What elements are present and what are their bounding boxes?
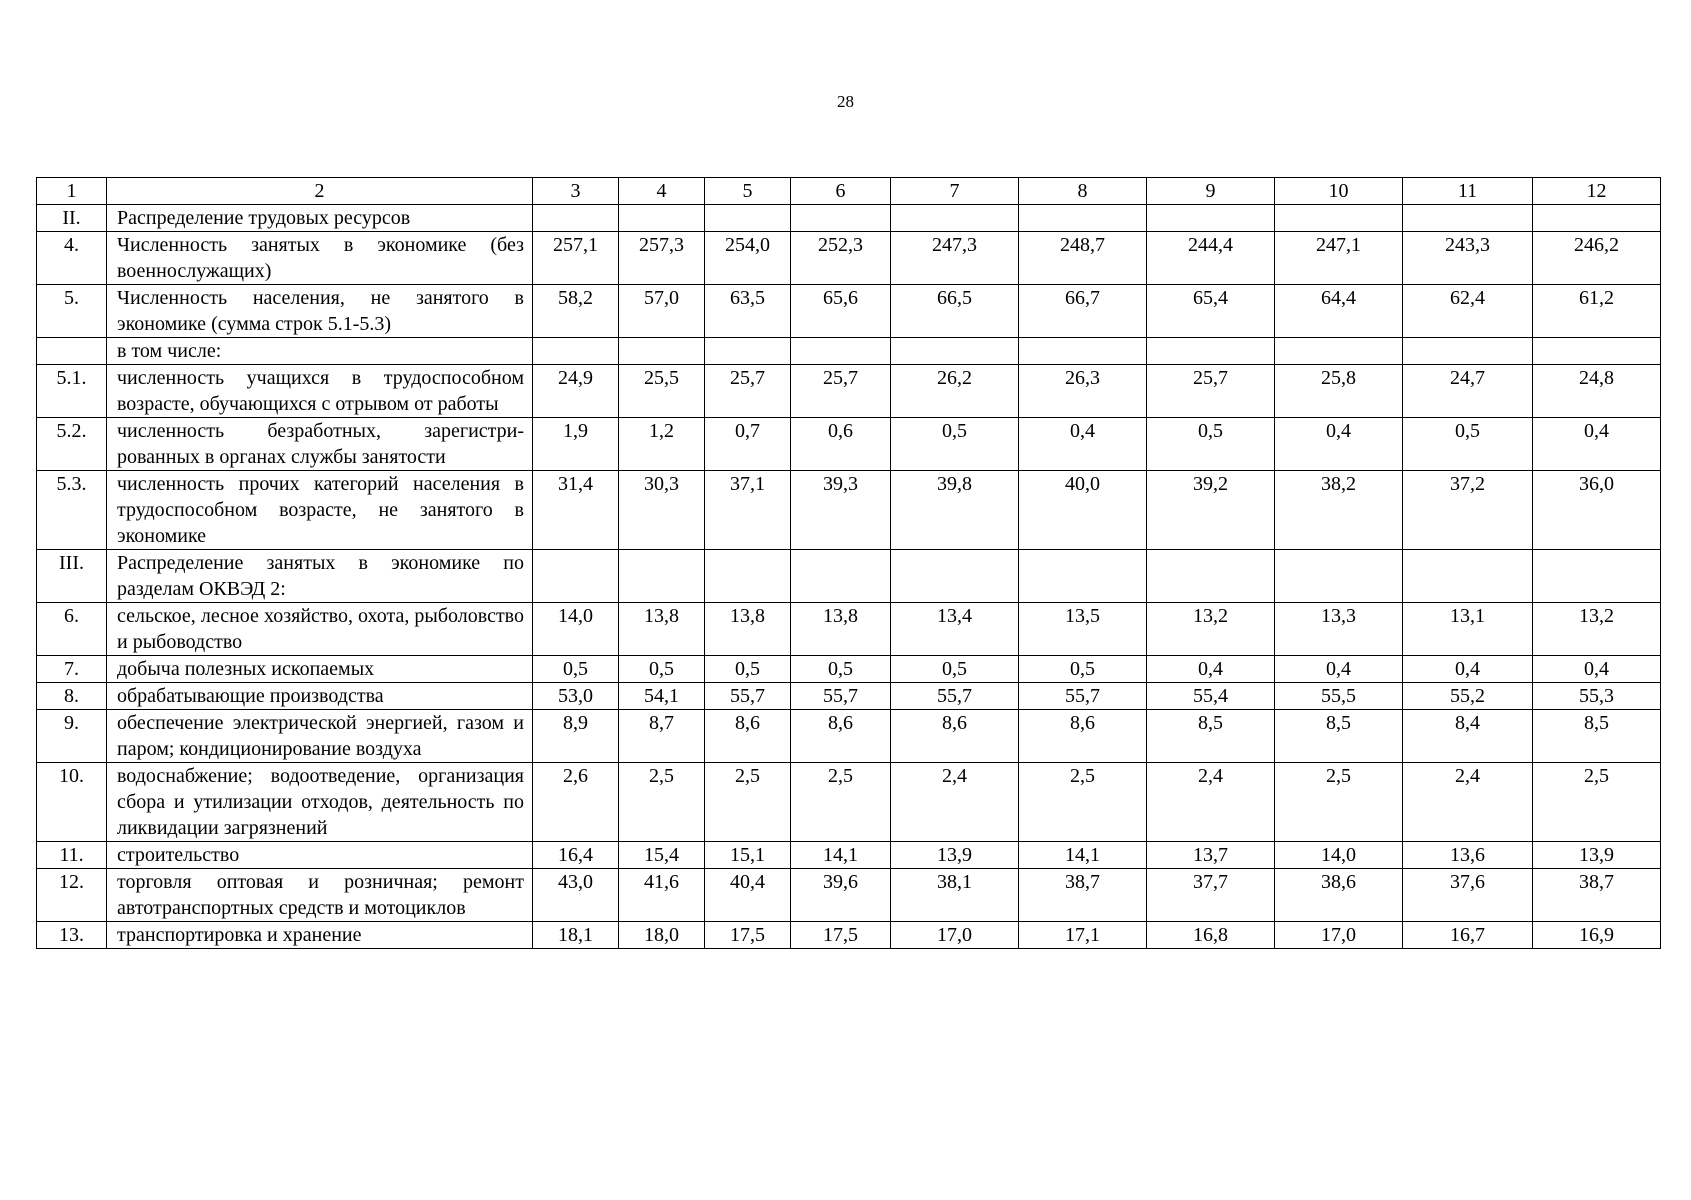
value-cell: 13,8 bbox=[791, 603, 891, 656]
value-cell: 13,3 bbox=[1275, 603, 1403, 656]
value-cell: 0,4 bbox=[1533, 418, 1661, 471]
value-cell: 14,1 bbox=[1019, 842, 1147, 869]
value-cell: 0,5 bbox=[533, 656, 619, 683]
value-cell: 17,1 bbox=[1019, 922, 1147, 949]
row-number: 5.3. bbox=[37, 471, 107, 550]
value-cell: 0,4 bbox=[1019, 418, 1147, 471]
column-header-3: 3 bbox=[533, 178, 619, 205]
value-cell bbox=[791, 205, 891, 232]
value-cell: 0,5 bbox=[1147, 418, 1275, 471]
value-cell: 2,6 bbox=[533, 763, 619, 842]
value-cell: 1,9 bbox=[533, 418, 619, 471]
row-label: транспортировка и хранение bbox=[107, 922, 533, 949]
table-row bbox=[37, 656, 1661, 683]
table-row bbox=[37, 338, 1661, 365]
value-cell: 31,4 bbox=[533, 471, 619, 550]
row-label: обеспечение электрической энергией, газом и паром; кондиционирование воздуха bbox=[107, 710, 533, 763]
row-number bbox=[37, 338, 107, 365]
value-cell: 0,5 bbox=[1019, 656, 1147, 683]
value-cell: 16,8 bbox=[1147, 922, 1275, 949]
value-cell: 2,5 bbox=[705, 763, 791, 842]
value-cell: 43,0 bbox=[533, 869, 619, 922]
table-row bbox=[37, 471, 1661, 550]
value-cell bbox=[891, 338, 1019, 365]
column-header-2: 2 bbox=[107, 178, 533, 205]
value-cell: 2,5 bbox=[1533, 763, 1661, 842]
value-cell bbox=[1147, 550, 1275, 603]
table-row bbox=[37, 418, 1661, 471]
value-cell: 13,1 bbox=[1403, 603, 1533, 656]
value-cell bbox=[1403, 550, 1533, 603]
value-cell: 14,0 bbox=[533, 603, 619, 656]
value-cell: 2,4 bbox=[1403, 763, 1533, 842]
value-cell bbox=[705, 338, 791, 365]
value-cell bbox=[1019, 550, 1147, 603]
value-cell: 15,1 bbox=[705, 842, 791, 869]
value-cell: 13,8 bbox=[619, 603, 705, 656]
value-cell: 25,7 bbox=[791, 365, 891, 418]
value-cell: 17,5 bbox=[705, 922, 791, 949]
row-label: Распределение трудовых ресурсов bbox=[107, 205, 533, 232]
value-cell: 13,6 bbox=[1403, 842, 1533, 869]
value-cell: 247,3 bbox=[891, 232, 1019, 285]
table-body bbox=[37, 178, 1661, 949]
value-cell: 0,5 bbox=[1403, 418, 1533, 471]
value-cell: 38,7 bbox=[1533, 869, 1661, 922]
row-number: 5.1. bbox=[37, 365, 107, 418]
row-number: 13. bbox=[37, 922, 107, 949]
column-header-8: 8 bbox=[1019, 178, 1147, 205]
value-cell: 65,6 bbox=[791, 285, 891, 338]
value-cell: 0,4 bbox=[1275, 418, 1403, 471]
value-cell: 55,2 bbox=[1403, 683, 1533, 710]
value-cell: 16,4 bbox=[533, 842, 619, 869]
value-cell: 2,4 bbox=[1147, 763, 1275, 842]
value-cell: 53,0 bbox=[533, 683, 619, 710]
row-number: 6. bbox=[37, 603, 107, 656]
value-cell: 63,5 bbox=[705, 285, 791, 338]
row-label: строительство bbox=[107, 842, 533, 869]
value-cell bbox=[1019, 338, 1147, 365]
value-cell: 8,5 bbox=[1275, 710, 1403, 763]
value-cell: 25,8 bbox=[1275, 365, 1403, 418]
value-cell: 66,5 bbox=[891, 285, 1019, 338]
value-cell bbox=[1019, 205, 1147, 232]
value-cell: 39,2 bbox=[1147, 471, 1275, 550]
value-cell: 55,7 bbox=[705, 683, 791, 710]
value-cell: 30,3 bbox=[619, 471, 705, 550]
row-label: сельское, лесное хозяйство, охота, рыболовство и рыбоводство bbox=[107, 603, 533, 656]
value-cell: 14,1 bbox=[791, 842, 891, 869]
value-cell: 257,1 bbox=[533, 232, 619, 285]
value-cell: 26,2 bbox=[891, 365, 1019, 418]
value-cell: 39,3 bbox=[791, 471, 891, 550]
value-cell: 0,4 bbox=[1533, 656, 1661, 683]
value-cell: 252,3 bbox=[791, 232, 891, 285]
table-row bbox=[37, 763, 1661, 842]
value-cell: 55,3 bbox=[1533, 683, 1661, 710]
value-cell: 17,0 bbox=[891, 922, 1019, 949]
value-cell: 61,2 bbox=[1533, 285, 1661, 338]
value-cell: 55,7 bbox=[891, 683, 1019, 710]
row-label: численность безработных, зарегистри-рованных в органах службы занятости bbox=[107, 418, 533, 471]
value-cell: 0,4 bbox=[1147, 656, 1275, 683]
column-header-10: 10 bbox=[1275, 178, 1403, 205]
row-number: 11. bbox=[37, 842, 107, 869]
value-cell: 8,5 bbox=[1533, 710, 1661, 763]
value-cell: 2,4 bbox=[891, 763, 1019, 842]
table-row bbox=[37, 205, 1661, 232]
value-cell: 17,5 bbox=[791, 922, 891, 949]
row-label: Численность занятых в экономике (без военнослужащих) bbox=[107, 232, 533, 285]
value-cell bbox=[533, 550, 619, 603]
row-number: II. bbox=[37, 205, 107, 232]
value-cell: 248,7 bbox=[1019, 232, 1147, 285]
value-cell: 13,7 bbox=[1147, 842, 1275, 869]
row-number: 4. bbox=[37, 232, 107, 285]
page-number: 28 bbox=[837, 92, 854, 111]
value-cell: 38,2 bbox=[1275, 471, 1403, 550]
row-label: Распределение занятых в экономике по разделам ОКВЭД 2: bbox=[107, 550, 533, 603]
row-label: добыча полезных ископаемых bbox=[107, 656, 533, 683]
column-header-7: 7 bbox=[891, 178, 1019, 205]
row-label: обрабатывающие производства bbox=[107, 683, 533, 710]
value-cell: 8,7 bbox=[619, 710, 705, 763]
value-cell: 40,4 bbox=[705, 869, 791, 922]
value-cell bbox=[1533, 205, 1661, 232]
table-row bbox=[37, 603, 1661, 656]
value-cell: 15,4 bbox=[619, 842, 705, 869]
value-cell bbox=[1275, 338, 1403, 365]
row-number: III. bbox=[37, 550, 107, 603]
value-cell: 14,0 bbox=[1275, 842, 1403, 869]
value-cell: 13,9 bbox=[891, 842, 1019, 869]
row-label: водоснабжение; водоотведение, организация сбора и утилизации отходов, деятельность по ликвидации загрязнений bbox=[107, 763, 533, 842]
value-cell: 55,5 bbox=[1275, 683, 1403, 710]
value-cell: 257,3 bbox=[619, 232, 705, 285]
value-cell: 13,9 bbox=[1533, 842, 1661, 869]
value-cell: 0,5 bbox=[891, 656, 1019, 683]
value-cell bbox=[791, 338, 891, 365]
value-cell: 0,4 bbox=[1275, 656, 1403, 683]
row-number: 7. bbox=[37, 656, 107, 683]
value-cell: 66,7 bbox=[1019, 285, 1147, 338]
value-cell bbox=[1147, 338, 1275, 365]
row-number: 9. bbox=[37, 710, 107, 763]
value-cell: 64,4 bbox=[1275, 285, 1403, 338]
value-cell: 38,7 bbox=[1019, 869, 1147, 922]
table-row bbox=[37, 922, 1661, 949]
row-number: 5. bbox=[37, 285, 107, 338]
table-row bbox=[37, 710, 1661, 763]
value-cell: 13,5 bbox=[1019, 603, 1147, 656]
value-cell: 24,7 bbox=[1403, 365, 1533, 418]
value-cell: 244,4 bbox=[1147, 232, 1275, 285]
value-cell: 25,5 bbox=[619, 365, 705, 418]
column-header-5: 5 bbox=[705, 178, 791, 205]
table-row bbox=[37, 550, 1661, 603]
value-cell: 8,9 bbox=[533, 710, 619, 763]
value-cell: 8,6 bbox=[791, 710, 891, 763]
value-cell: 36,0 bbox=[1533, 471, 1661, 550]
value-cell: 57,0 bbox=[619, 285, 705, 338]
value-cell: 8,4 bbox=[1403, 710, 1533, 763]
value-cell: 243,3 bbox=[1403, 232, 1533, 285]
value-cell bbox=[705, 550, 791, 603]
value-cell: 37,7 bbox=[1147, 869, 1275, 922]
value-cell: 13,2 bbox=[1147, 603, 1275, 656]
value-cell: 39,6 bbox=[791, 869, 891, 922]
value-cell bbox=[1533, 338, 1661, 365]
value-cell: 0,5 bbox=[705, 656, 791, 683]
value-cell: 2,5 bbox=[1019, 763, 1147, 842]
table-row bbox=[37, 285, 1661, 338]
statistics-table bbox=[36, 177, 1661, 949]
value-cell: 0,6 bbox=[791, 418, 891, 471]
value-cell: 247,1 bbox=[1275, 232, 1403, 285]
column-header-9: 9 bbox=[1147, 178, 1275, 205]
row-number: 12. bbox=[37, 869, 107, 922]
column-header-12: 12 bbox=[1533, 178, 1661, 205]
value-cell: 37,2 bbox=[1403, 471, 1533, 550]
value-cell: 13,2 bbox=[1533, 603, 1661, 656]
value-cell: 55,7 bbox=[791, 683, 891, 710]
row-label: торговля оптовая и розничная; ремонт автотранспортных средств и мотоциклов bbox=[107, 869, 533, 922]
value-cell: 16,7 bbox=[1403, 922, 1533, 949]
value-cell: 25,7 bbox=[705, 365, 791, 418]
value-cell: 2,5 bbox=[791, 763, 891, 842]
value-cell: 254,0 bbox=[705, 232, 791, 285]
value-cell bbox=[533, 338, 619, 365]
value-cell bbox=[1403, 338, 1533, 365]
column-header-4: 4 bbox=[619, 178, 705, 205]
row-number: 5.2. bbox=[37, 418, 107, 471]
value-cell: 16,9 bbox=[1533, 922, 1661, 949]
value-cell: 8,6 bbox=[1019, 710, 1147, 763]
table-row bbox=[37, 683, 1661, 710]
value-cell bbox=[705, 205, 791, 232]
value-cell: 41,6 bbox=[619, 869, 705, 922]
value-cell bbox=[1147, 205, 1275, 232]
value-cell bbox=[619, 338, 705, 365]
value-cell: 54,1 bbox=[619, 683, 705, 710]
value-cell: 37,6 bbox=[1403, 869, 1533, 922]
value-cell: 24,9 bbox=[533, 365, 619, 418]
value-cell bbox=[533, 205, 619, 232]
value-cell: 62,4 bbox=[1403, 285, 1533, 338]
value-cell: 17,0 bbox=[1275, 922, 1403, 949]
value-cell bbox=[891, 205, 1019, 232]
table-row bbox=[37, 232, 1661, 285]
row-label: в том числе: bbox=[107, 338, 533, 365]
value-cell: 8,6 bbox=[705, 710, 791, 763]
value-cell: 55,7 bbox=[1019, 683, 1147, 710]
column-header-6: 6 bbox=[791, 178, 891, 205]
value-cell: 24,8 bbox=[1533, 365, 1661, 418]
value-cell: 8,6 bbox=[891, 710, 1019, 763]
value-cell: 40,0 bbox=[1019, 471, 1147, 550]
value-cell: 38,6 bbox=[1275, 869, 1403, 922]
value-cell: 58,2 bbox=[533, 285, 619, 338]
value-cell: 38,1 bbox=[891, 869, 1019, 922]
row-number: 8. bbox=[37, 683, 107, 710]
value-cell: 8,5 bbox=[1147, 710, 1275, 763]
value-cell: 0,4 bbox=[1403, 656, 1533, 683]
column-header-11: 11 bbox=[1403, 178, 1533, 205]
value-cell: 55,4 bbox=[1147, 683, 1275, 710]
table-header-row bbox=[37, 178, 1661, 205]
value-cell: 246,2 bbox=[1533, 232, 1661, 285]
column-header-1: 1 bbox=[37, 178, 107, 205]
table-row bbox=[37, 842, 1661, 869]
value-cell: 37,1 bbox=[705, 471, 791, 550]
value-cell bbox=[1275, 205, 1403, 232]
table-row bbox=[37, 365, 1661, 418]
value-cell: 0,5 bbox=[619, 656, 705, 683]
value-cell: 0,5 bbox=[891, 418, 1019, 471]
value-cell bbox=[619, 205, 705, 232]
table-row bbox=[37, 869, 1661, 922]
value-cell: 13,4 bbox=[891, 603, 1019, 656]
value-cell bbox=[1403, 205, 1533, 232]
value-cell bbox=[891, 550, 1019, 603]
value-cell: 25,7 bbox=[1147, 365, 1275, 418]
value-cell: 2,5 bbox=[619, 763, 705, 842]
value-cell: 18,1 bbox=[533, 922, 619, 949]
row-number: 10. bbox=[37, 763, 107, 842]
value-cell: 26,3 bbox=[1019, 365, 1147, 418]
row-label: Численность населения, не занятого в экономике (сумма строк 5.1-5.3) bbox=[107, 285, 533, 338]
row-label: численность учащихся в трудоспособном возрасте, обучающихся с отрывом от работы bbox=[107, 365, 533, 418]
value-cell: 2,5 bbox=[1275, 763, 1403, 842]
value-cell: 65,4 bbox=[1147, 285, 1275, 338]
value-cell: 13,8 bbox=[705, 603, 791, 656]
value-cell bbox=[1275, 550, 1403, 603]
value-cell: 0,5 bbox=[791, 656, 891, 683]
value-cell bbox=[1533, 550, 1661, 603]
value-cell bbox=[791, 550, 891, 603]
value-cell: 1,2 bbox=[619, 418, 705, 471]
value-cell: 18,0 bbox=[619, 922, 705, 949]
value-cell: 39,8 bbox=[891, 471, 1019, 550]
value-cell: 0,7 bbox=[705, 418, 791, 471]
row-label: численность прочих категорий населения в трудоспособном возрасте, не занятого в экономике bbox=[107, 471, 533, 550]
value-cell bbox=[619, 550, 705, 603]
